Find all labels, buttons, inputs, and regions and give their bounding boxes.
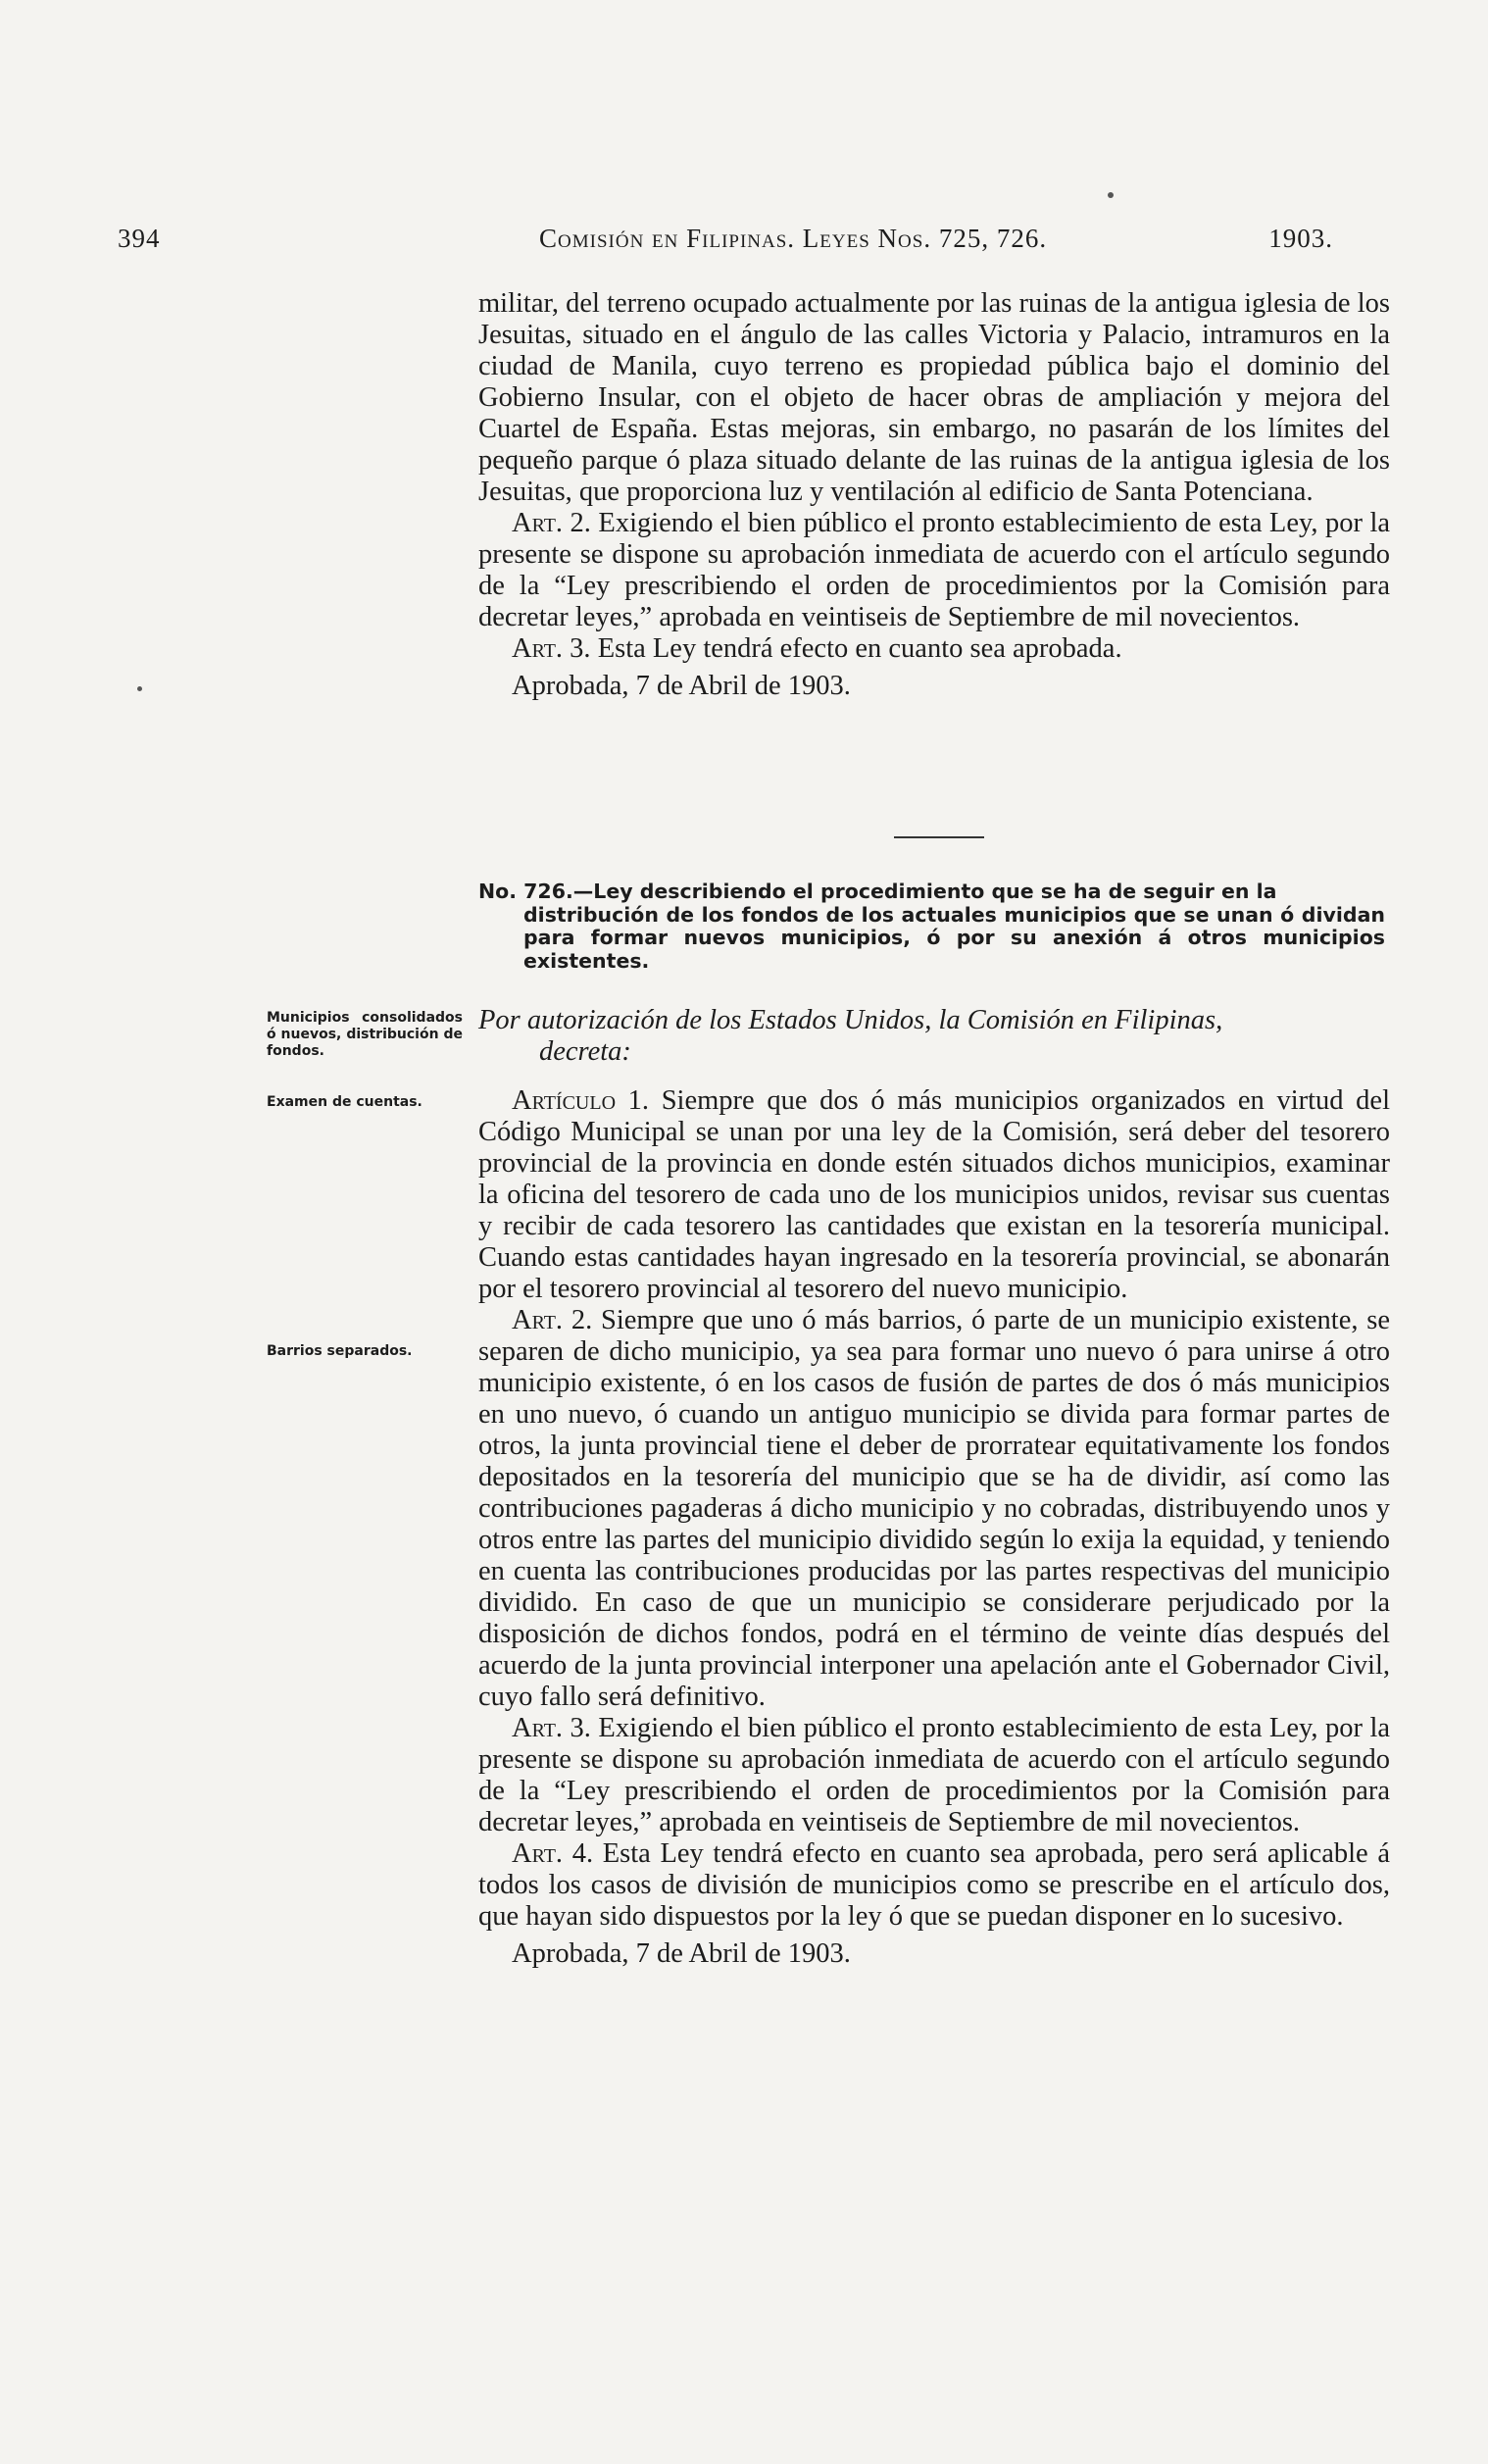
law725-approval-date: Aprobada, 7 de Abril de 1903.: [512, 671, 851, 701]
law726-article-1: [478, 1085, 1390, 1305]
print-speck: [137, 686, 142, 691]
page-number: 394: [118, 224, 161, 253]
article-text: Exigiendo el bien público el pronto establecimiento de esta Ley, por la presente se dispone su aprobación inmediata de acuerdo con el artículo segundo de la “Ley prescribiendo el orden de procedimientos por la Comisión para decretar leyes,” aprobada en veintiseis de Septiembre de mil novecientos.: [478, 508, 1391, 632]
article-text: Esta Ley tendrá efecto en cuanto sea aprobada.: [597, 633, 1122, 664]
header-year: 1903.: [1268, 224, 1333, 253]
article-text: Exigiendo el bien público el pronto establecimiento de esta Ley, por la presente se dispone su aprobación inmediata de acuerdo con el artículo segundo de la “Ley prescribiendo el orden de procedimientos por la Comisión para decretar leyes,” aprobada en veintiseis de Septiembre de mil novecientos.: [478, 1713, 1391, 1837]
law-725-continuation: [478, 288, 1390, 702]
margin-note-separated-barrios: Barrios separados.: [267, 1343, 413, 1359]
law-726-body: [478, 1085, 1390, 1970]
running-head: Comisión en Filipinas. Leyes Nos. 725, 726.: [539, 224, 1048, 253]
law725-article-2: [478, 508, 1390, 633]
enacting-clause-line-1: Por autorización de los Estados Unidos, la Comisión en Filipinas,: [478, 1005, 1223, 1035]
article-text: Siempre que dos ó más municipios organizados en virtud del Código Municipal se unan por una ley de la Comisión, será deber del tesorero provincial de la provincia en donde estén situados dichos municipios, examinar la oficina del tesorero de cada uno de los municipios unidos, revisar sus cuentas y recibir de cada tesorero las cantidades que existan en la tesorería municipal. Cuando estas cantidades hayan ingresado en la tesorería provincial, se abonarán por el tesorero provincial al tesorero del nuevo municipio.: [478, 1085, 1390, 1304]
article-label: Art. 2.: [512, 508, 591, 538]
article-label: Artículo 1.: [512, 1085, 650, 1116]
law-title-first-line: —Ley describiendo el procedimiento que se ha de seguir en la: [572, 880, 1277, 903]
article-label: Art. 3.: [512, 1713, 591, 1743]
law725-article-3: [478, 633, 1390, 665]
page-header: [118, 224, 1333, 263]
law-number: No. 726.: [478, 880, 573, 903]
law726-article-3: [478, 1713, 1390, 1838]
article-text: Siempre que uno ó más barrios, ó parte de un municipio existente, se separen de dicho municipio, ya sea para formar uno nuevo ó para unirse á otro municipio existente, ó en los casos de fusión de partes de dos ó más municipios en uno nuevo, ó cuando un antiguo municipio se divida para formar partes de otros, la junta provincial tiene el deber de prorratear equitativamente los fondos depositados en la tesorería del municipio que se ha de dividir, así como las contribuciones pagaderas á dicho municipio y no cobradas, distribuyendo unos y otros entre las partes del municipio dividido según lo exija la equidad, y teniendo en cuenta las contribuciones producidas por las partes respectivas del municipio dividido. En caso de que un municipio se considerare perjudicado por la disposición de dichos fondos, podrá en el término de veinte días después del acuerdo de la junta provincial interponer una apelación ante el Gobernador Civil, cuyo fallo será definitivo.: [478, 1305, 1390, 1712]
article-label: Art. 4.: [512, 1838, 594, 1869]
article-label: Art. 2.: [512, 1305, 593, 1335]
article-label: Art. 3.: [512, 633, 591, 664]
print-speck: [1108, 192, 1114, 198]
law726-approval-date: Aprobada, 7 de Abril de 1903.: [512, 1938, 851, 1969]
law726-article-4: [478, 1838, 1390, 1933]
law726-article-2: [478, 1305, 1390, 1713]
law-726-title: [478, 880, 1385, 973]
section-divider: [894, 836, 984, 838]
article-text: Esta Ley tendrá efecto en cuanto sea aprobada, pero será aplicable á todos los casos de división de municipios como se prescribe en el artículo dos, que hayan sido dispuestos por la ley ó que se puedan disponer en lo sucesivo.: [478, 1838, 1390, 1932]
law-title-continuation: distribución de los fondos de los actuales municipios que se unan ó dividan para formar nuevos municipios, ó por su anexión á otros municipios existentes.: [523, 902, 1385, 973]
margin-note-consolidated-municipalities: Municipios consolidados ó nuevos, distribución de fondos.: [267, 1010, 463, 1059]
enacting-clause-line-2: decreta:: [539, 1036, 631, 1067]
continuation-paragraph: militar, del terreno ocupado actualmente por las ruinas de la antigua iglesia de los Jesuitas, situado en el ángulo de las calles Victoria y Palacio, intramuros en la ciudad de Manila, cuyo terreno es propiedad pública bajo el dominio del Gobierno Insular, con el objeto de hacer obras de ampliación y mejora del Cuartel de España. Estas mejoras, sin embargo, no pasarán de los límites del pequeño parque ó plaza situado delante de las ruinas de la antigua iglesia de los Jesuitas, que proporciona luz y ventilación al edificio de Santa Potenciana.: [478, 288, 1390, 507]
margin-note-account-examination: Examen de cuentas.: [267, 1094, 422, 1110]
enacting-clause: [478, 1005, 1390, 1068]
